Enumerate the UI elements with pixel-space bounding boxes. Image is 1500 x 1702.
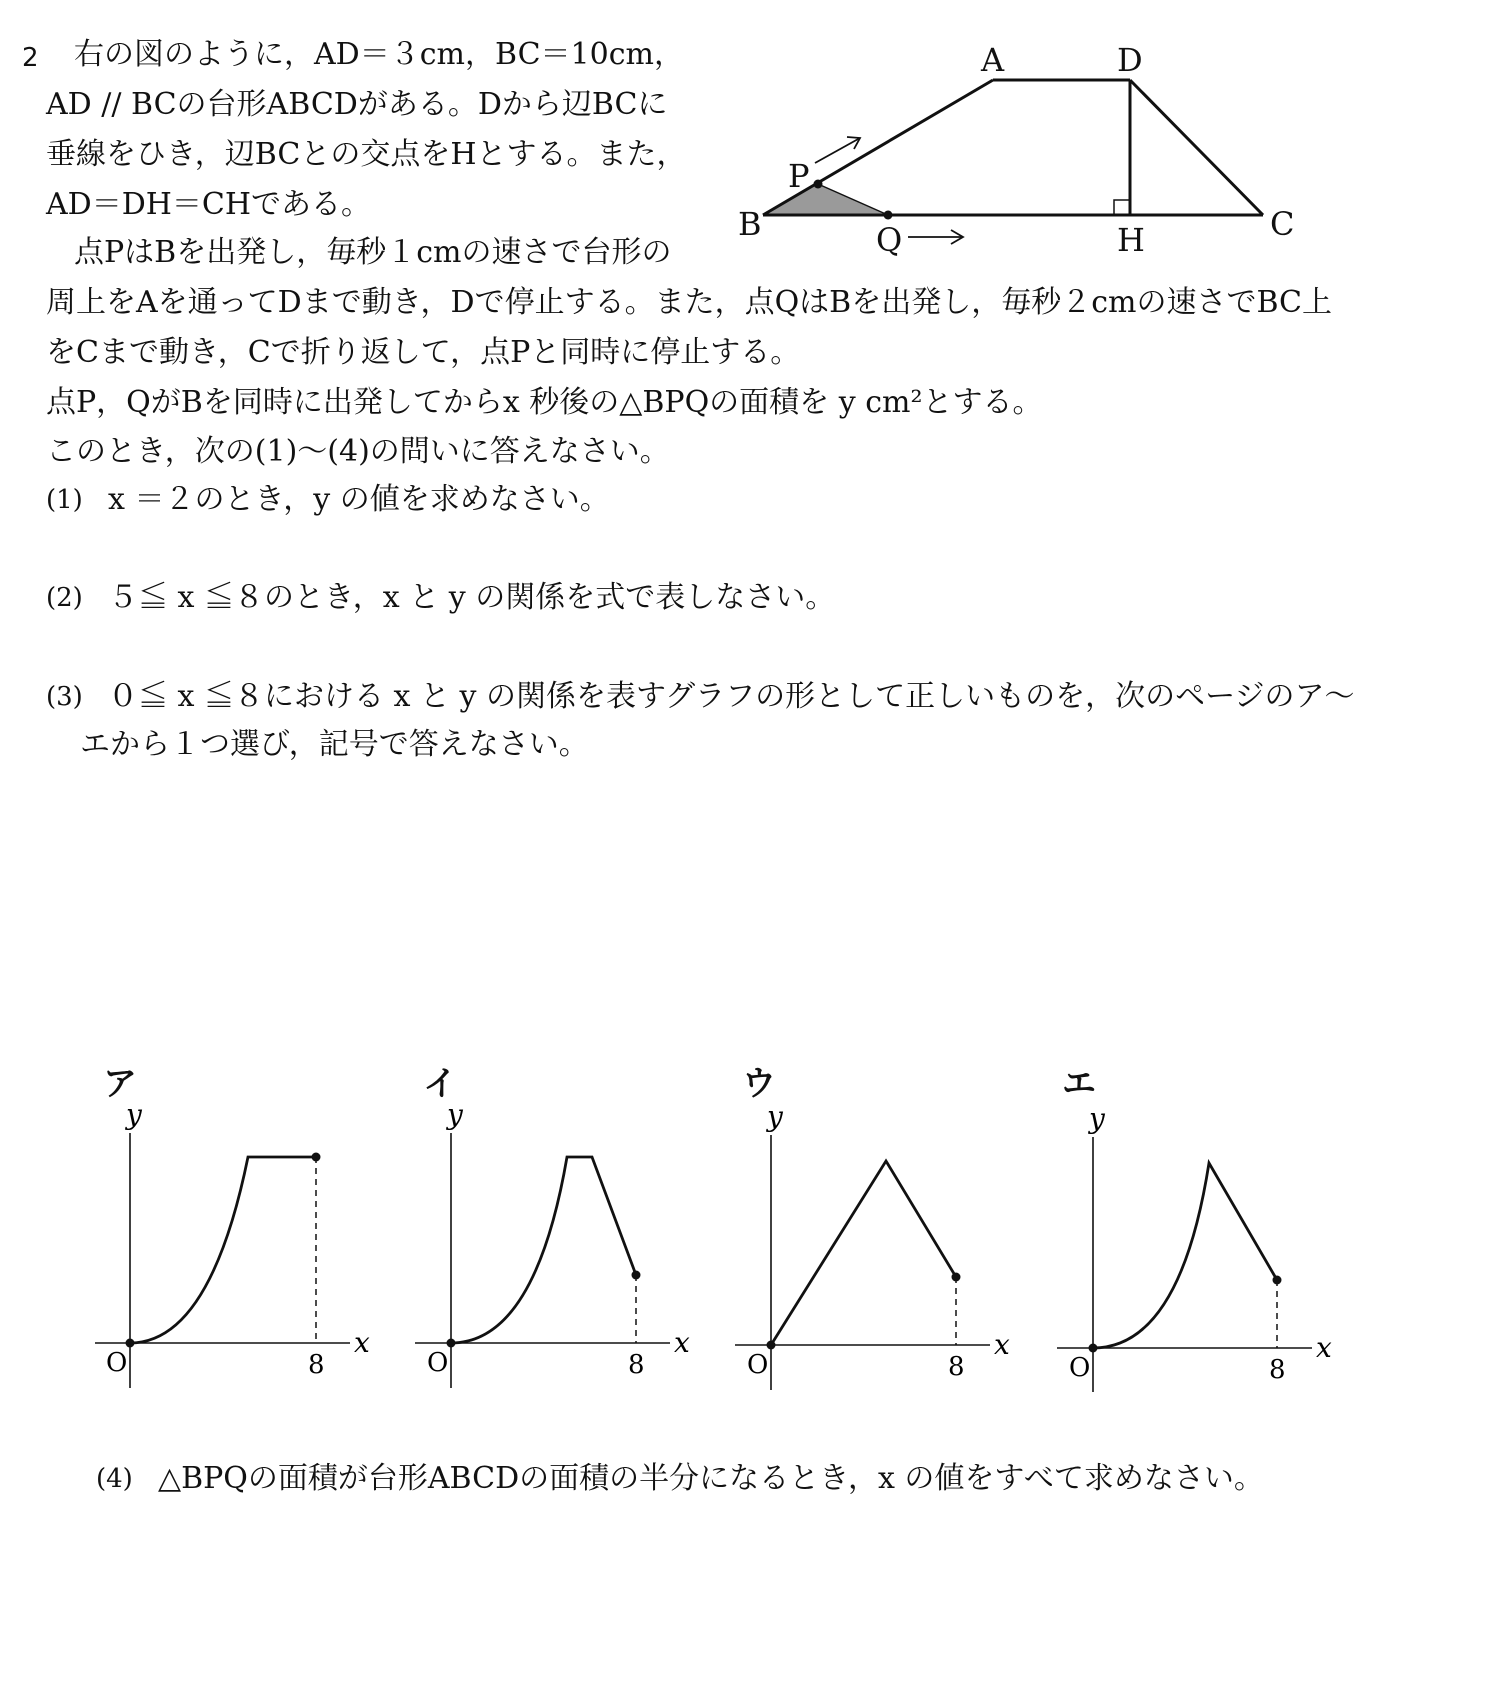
graph-e-tick-8: 8 (1269, 1355, 1286, 1385)
graph-i-x-label: x (674, 1326, 690, 1359)
intro-line-4: AD＝DH＝CHである。 (46, 187, 372, 222)
intro-line-2: AD // BCの台形ABCDがある。Dから辺BCに (46, 87, 668, 122)
graph-u-origin-label: O (747, 1350, 769, 1380)
motion-line-1: 点PはBを出発し，毎秒１cmの速さで台形の (74, 235, 672, 270)
graph-u-y-label: y (767, 1100, 783, 1133)
graph-a-y-label: y (126, 1098, 142, 1131)
q1-text: x ＝２のとき，y の値を求めなさい。 (108, 482, 610, 517)
graph-a-x-label: x (354, 1326, 370, 1359)
graph-a-tick-8: 8 (308, 1350, 325, 1380)
graph-e-x-label: x (1316, 1331, 1332, 1364)
graph-u-label: ウ (742, 1064, 776, 1104)
graph-e-label: エ (1062, 1064, 1096, 1104)
vertex-d-label: D (1117, 41, 1143, 79)
graph-e-curve (1093, 1163, 1277, 1348)
graph-e-end-dot (1273, 1276, 1282, 1285)
graph-u-x-label: x (994, 1328, 1010, 1361)
graph-i-tick-8: 8 (628, 1350, 645, 1380)
intro-line-1: 右の図のように，AD＝３cm，BC＝10cm， (74, 37, 684, 72)
vertex-c-label: C (1270, 205, 1295, 243)
graph-e-y-label: y (1089, 1102, 1105, 1135)
q4-number: (4) (96, 1464, 133, 1494)
motion-line-5: このとき，次の(1)～(4)の問いに答えなさい。 (46, 434, 670, 469)
q4-text: △BPQの面積が台形ABCDの面積の半分になるとき，x の値をすべて求めなさい。 (158, 1461, 1264, 1496)
foot-h-label: H (1117, 221, 1145, 259)
graph-i-label: イ (423, 1064, 457, 1104)
point-p-label: P (788, 157, 810, 195)
q1-number: (1) (46, 485, 83, 515)
motion-line-4: 点P，QがBを同時に出発してからx 秒後の△BPQの面積を y cm²とする。 (46, 385, 1043, 420)
vertex-b-label: B (738, 205, 762, 243)
intro-line-3: 垂線をひき，辺BCとの交点をHとする。また， (46, 137, 687, 172)
graph-a-label: ア (103, 1064, 137, 1104)
graph-u-tick-8: 8 (948, 1352, 965, 1382)
q2-text: ５≦ x ≦８のとき，x と y の関係を式で表しなさい。 (108, 580, 836, 615)
motion-line-2: 周上をAを通ってDまで動き，Dで停止する。また，点QはBを出発し，毎秒２cmの速さでBC上 (46, 285, 1333, 320)
problem-number: 2 (22, 43, 39, 73)
q3-text-line-2: エから１つ選び，記号で答えなさい。 (80, 727, 589, 762)
graph-a-origin-label: O (106, 1348, 128, 1378)
graph-i-origin-label: O (427, 1348, 449, 1378)
vertex-a-label: A (981, 41, 1005, 79)
graph-e-origin-dot (1089, 1344, 1098, 1353)
q2-number: (2) (46, 583, 83, 613)
q3-number: (3) (46, 682, 83, 712)
q3-text-line-1: ０≦ x ≦８における x と y の関係を表すグラフの形として正しいものを，次のページのア～ (108, 679, 1355, 714)
motion-line-3: をCまで動き，Cで折り返して，点Pと同時に停止する。 (46, 335, 801, 370)
graph-e-origin-label: O (1069, 1353, 1091, 1383)
point-q-label: Q (876, 221, 903, 259)
graph-i-y-label: y (447, 1098, 463, 1131)
